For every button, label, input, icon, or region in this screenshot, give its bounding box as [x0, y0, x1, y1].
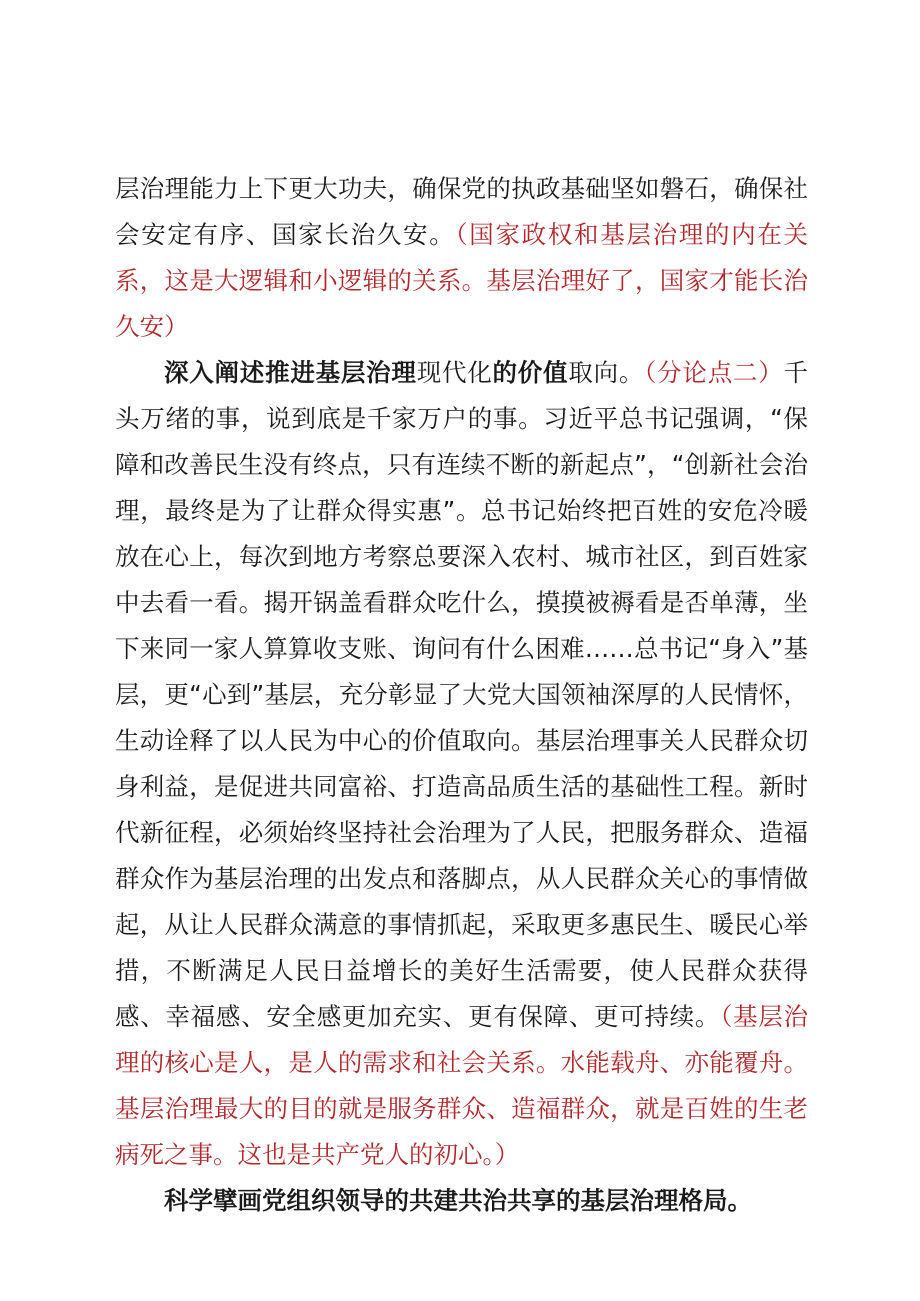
document-page [115, 166, 808, 1224]
paragraph-1-annotation: （国家政权和基层治理的内在关系，这是大逻辑和小逻辑的关系。基层治理好了，国家才能长治久安） [115, 220, 808, 341]
paragraph-1 [115, 166, 808, 350]
section-heading-part-4: 取向。 [568, 358, 645, 387]
paragraph-2 [115, 350, 808, 1178]
paragraph-2-annotation: （基层治理的核心是人，是人的需求和社会关系。水能载舟、亦能覆舟。基层治理最大的目的就是服务群众、造福群众，就是百姓的生老病死之事。这也是共产党人的初心。） [115, 1002, 808, 1169]
sub-argument-label: （分论点二） [644, 358, 784, 387]
section-heading-part-1: 深入阐述推进基层治理 [164, 358, 417, 387]
section-heading-part-2: 现代化 [416, 358, 493, 387]
paragraph-2-text: 千头万绪的事，说到底是千家万户的事。习近平总书记强调，“保障和改善民生没有终点，只有连续不断的新起点”，“创新社会治理，最终是为了让群众得实惠”。总书记始终把百姓的安危冷暖放在心上，每次到地方考察总要深入农村、城市社区，到百姓家中去看一看。揭开锅盖看群众吃什么，摸摸被褥看是否单薄，坐下来同一家人算算收支账、询问有什么困难……总书记“身入”基层，更“心到”基层，充分彰显了大党大国领袖深厚的人民情怀，生动诠释了以人民为中心的价值取向。基层治理事关人民群众切身利益，是促进共同富裕、打造高品质生活的基础性工程。新时代新征程，必须始终坚持社会治理为了人民，把服务群众、造福群众作为基层治理的出发点和落脚点，从人民群众关心的事情做起，从让人民群众满意的事情抓起，采取更多惠民生、暖民心举措，不断满足人民日益增长的美好生活需要，使人民群众获得感、幸福感、安全感更加充实、更有保障、更可持续。 [115, 358, 809, 1031]
paragraph-3-heading: 科学擘画党组织领导的共建共治共享的基层治理格局。 [164, 1186, 752, 1215]
paragraph-1-text: 层治理能力上下更大功夫，确保党的执政基础坚如磐石，确保社会安定有序、国家长治久安。 [115, 174, 808, 249]
section-heading-part-3: 的价值 [492, 358, 569, 387]
